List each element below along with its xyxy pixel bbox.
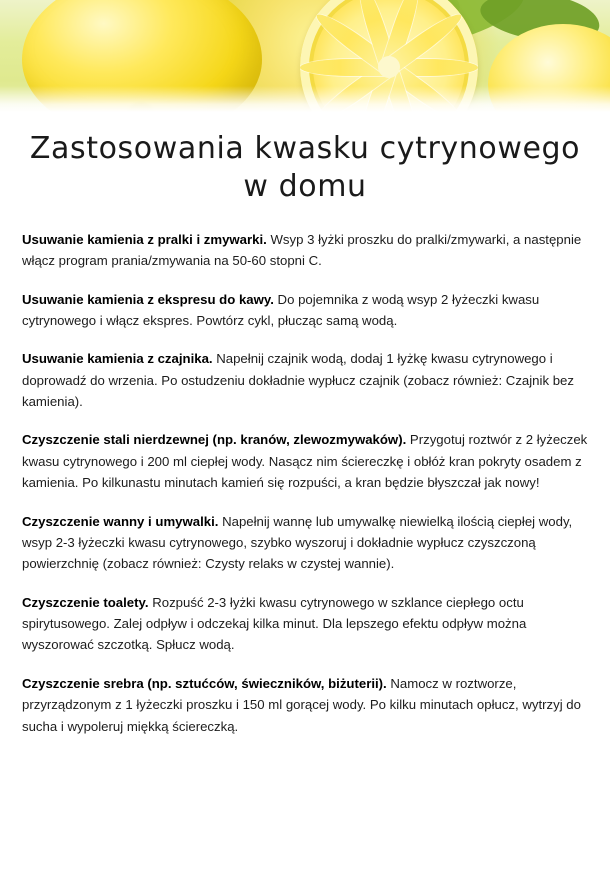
tip-item (22, 229, 588, 272)
tip-lead: Czyszczenie srebra (np. sztućców, świeczników, biżuterii). (22, 675, 387, 691)
tip-body: Do pojemnika z wodą wsyp 2 łyżeczki kwasu cytrynowego i włącz ekspres. Powtórz cykl, płucząc samą wodą. (22, 291, 540, 328)
hero-fade (0, 86, 610, 112)
tips-list (0, 207, 610, 753)
tip-lead: Usuwanie kamienia z ekspresu do kawy. (22, 291, 274, 307)
tip-body: Rozpuść 2-3 łyżki kwasu cytrynowego w szklance ciepłego octu spirytusowego. Zalej odpływ i odczekaj kilka minut. Dla lepszego efektu odpływ można wyszorować szczotką. Spłucz wodą. (22, 594, 527, 653)
tip-body: Wsyp 3 łyżki proszku do pralki/zmywarki, a następnie włącz program prania/zmywania na 50-60 stopni C. (22, 231, 582, 269)
tip-item (22, 429, 588, 493)
tip-lead: Czyszczenie wanny i umywalki. (22, 513, 219, 529)
tip-body: Namocz w roztworze, przyrządzonym z 1 łyżeczki proszku i 150 ml gorącej wody. Po kilku minutach opłucz, wytrzyj do sucha i wypoleruj miękką ściereczką. (22, 675, 581, 734)
tip-item (22, 289, 588, 332)
tip-lead: Usuwanie kamienia z pralki i zmywarki. (22, 231, 267, 247)
tip-item (22, 511, 588, 575)
tip-item (22, 348, 588, 412)
tip-lead: Usuwanie kamienia z czajnika. (22, 351, 213, 367)
page-title: Zastosowania kwasku cytrynowego w domu (29, 131, 581, 205)
tip-item (22, 592, 588, 656)
tip-lead: Czyszczenie stali nierdzewnej (np. kranów, zlewozmywaków). (22, 432, 407, 448)
tip-body: Napełnij czajnik wodą, dodaj 1 łyżkę kwasu cytrynowego i doprowadź do wrzenia. Po ostudzeniu dokładnie wypłucz czajnik (zobacz również: Czajnik bez kamienia). (22, 351, 574, 410)
hero-image (0, 0, 610, 112)
tip-lead: Czyszczenie toalety. (22, 594, 149, 610)
tip-body: Napełnij wannę lub umywalkę niewielką ilością ciepłej wody, wsyp 2-3 łyżeczki kwasu cytrynowego, szybko wyszoruj i dokładnie wypłucz czyszczoną powierzchnię (zobacz również: Czysty relaks w czystej wannie). (22, 513, 573, 572)
tip-body: Przygotuj roztwór z 2 łyżeczek kwasu cytrynowego i 200 ml ciepłej wody. Nasącz nim ściereczkę i obłóż kran pokryty osadem z kamienia. Po kilkunastu minutach kamień się rozpuści, a kran będzie błyszczał jak nowy! (22, 432, 588, 491)
tip-item (22, 673, 588, 737)
